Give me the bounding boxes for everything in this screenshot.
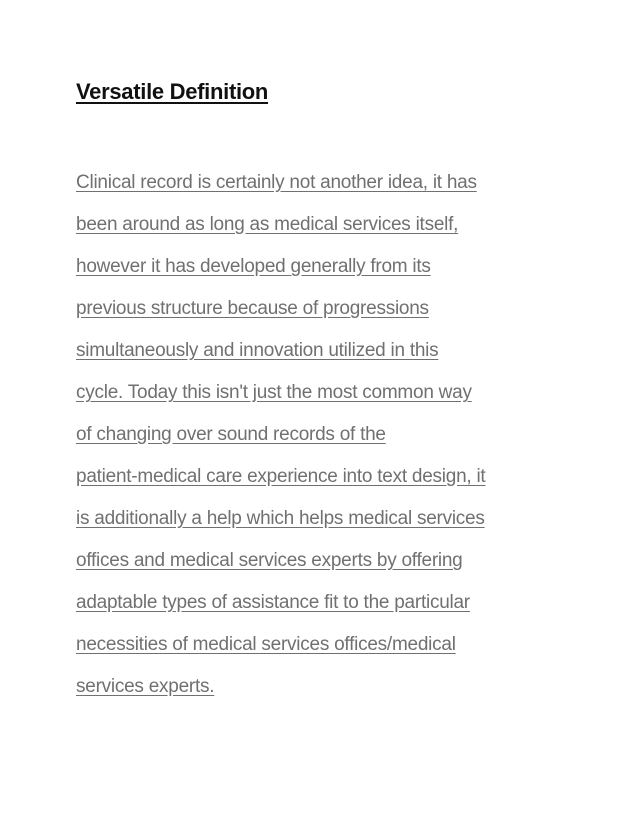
paragraph-line: services experts.: [76, 676, 215, 697]
paragraph-line: adaptable types of assistance fit to the particular: [76, 592, 470, 613]
paragraph-line: Clinical record is certainly not another idea, it has: [76, 172, 477, 193]
body-paragraph-link[interactable]: [76, 162, 576, 708]
paragraph-line: offices and medical services experts by offering: [76, 550, 463, 571]
section-heading: Versatile Definition: [76, 79, 269, 104]
paragraph-line: is additionally a help which helps medical services: [76, 508, 485, 529]
paragraph-line: patient-medical care experience into text design, it: [76, 466, 486, 487]
paragraph-line: been around as long as medical services itself,: [76, 214, 459, 235]
paragraph-line: of changing over sound records of the: [76, 424, 386, 445]
paragraph-line: cycle. Today this isn't just the most common way: [76, 382, 472, 403]
paragraph-line: previous structure because of progressions: [76, 298, 429, 319]
paragraph-line: simultaneously and innovation utilized in this: [76, 340, 439, 361]
paragraph-line: however it has developed generally from its: [76, 256, 431, 277]
paragraph-line: necessities of medical services offices/medical: [76, 634, 456, 655]
